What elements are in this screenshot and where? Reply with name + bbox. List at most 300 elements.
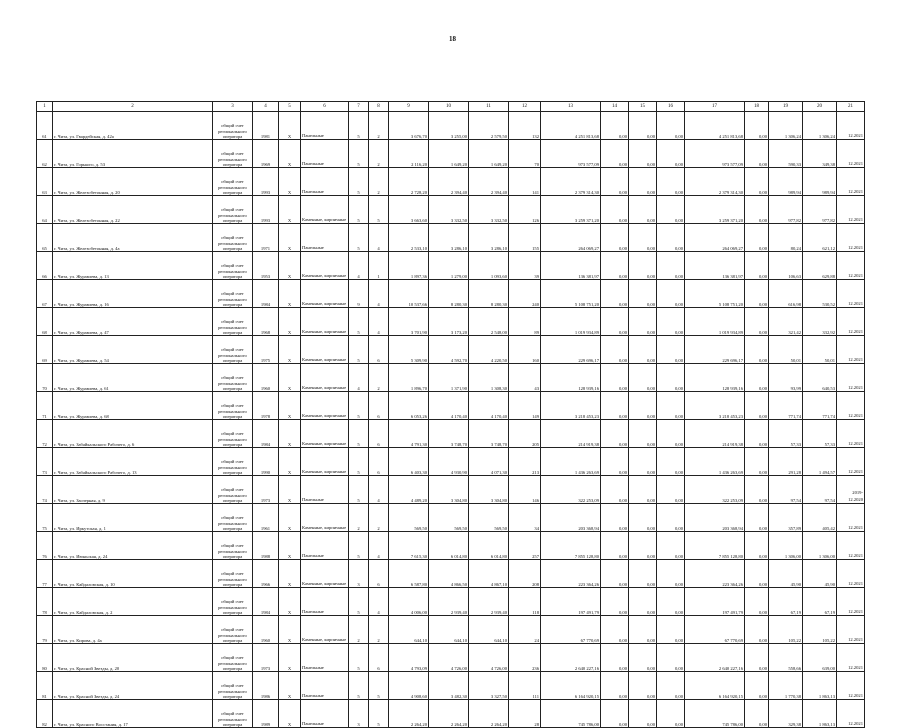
year-cell: 1986 <box>253 672 279 700</box>
amount-cell: 0,00 <box>601 616 629 644</box>
regional-fund-cell: 136 381,97 <box>685 252 745 280</box>
wall-material-cell: Панельные <box>301 588 349 616</box>
amount-cell: 0,00 <box>745 448 769 476</box>
amount-cell: 0,00 <box>745 140 769 168</box>
column-header: 18 <box>745 102 769 112</box>
entrances-cell: 4 <box>369 308 389 336</box>
amount-cell: 0,00 <box>601 196 629 224</box>
account-type-cell: общий счет регионального оператора <box>213 224 253 252</box>
account-type-cell: общий счет регионального оператора <box>213 588 253 616</box>
wall-material-cell: Каменные, кирпичные <box>301 336 349 364</box>
amount-cell: 0,00 <box>629 196 657 224</box>
table-row <box>37 448 865 476</box>
amount-cell: 0,00 <box>657 112 685 140</box>
table-row <box>37 560 865 588</box>
mark-cell: X <box>279 308 301 336</box>
cost-cell: 973 577,09 <box>541 140 601 168</box>
total-area-cell: 2 264,20 <box>389 700 429 728</box>
max-unit-cost-cell: 67,19 <box>803 588 837 616</box>
max-unit-cost-cell: 640,53 <box>803 364 837 392</box>
row-number-cell: 66 <box>37 252 53 280</box>
amount-cell: 0,00 <box>629 588 657 616</box>
cost-cell: 6 164 920,15 <box>541 672 601 700</box>
table-row <box>37 420 865 448</box>
completion-date-cell: 2019-12.2020 <box>837 476 865 504</box>
unit-cost-cell: 45,90 <box>769 560 803 588</box>
entrances-cell: 5 <box>369 196 389 224</box>
completion-date-cell: 12.2021 <box>837 112 865 140</box>
completion-date-cell: 12.2021 <box>837 588 865 616</box>
account-type-cell: общий счет регионального оператора <box>213 196 253 224</box>
table-row <box>37 168 865 196</box>
area-cell: 3 286,10 <box>429 224 469 252</box>
unit-cost-cell: 1 306,24 <box>769 112 803 140</box>
regional-fund-cell: 6 164 920,15 <box>685 672 745 700</box>
living-area-cell: 2 548,00 <box>469 308 509 336</box>
max-unit-cost-cell: 530,52 <box>803 280 837 308</box>
address-cell: г. Чита, ул. Красного Восстания, д. 17 <box>53 700 213 728</box>
address-cell: г. Чита, ул. Июньская, д. 24 <box>53 532 213 560</box>
address-cell: г. Чита, ул. Журавлева, д. 47 <box>53 308 213 336</box>
column-header: 3 <box>213 102 253 112</box>
max-unit-cost-cell: 97,54 <box>803 476 837 504</box>
regional-fund-cell: 203 368,94 <box>685 504 745 532</box>
max-unit-cost-cell: 1 306,24 <box>803 112 837 140</box>
unit-cost-cell: 291,28 <box>769 448 803 476</box>
unit-cost-cell: 1 770,38 <box>769 672 803 700</box>
table-row <box>37 644 865 672</box>
completion-date-cell: 12.2021 <box>837 644 865 672</box>
row-number-cell: 71 <box>37 392 53 420</box>
address-cell: г. Чита, ул. Журавлева, д. 68 <box>53 392 213 420</box>
amount-cell: 0,00 <box>657 700 685 728</box>
column-header: 4 <box>253 102 279 112</box>
area-cell: 4 170,40 <box>429 392 469 420</box>
area-cell: 3 304,80 <box>429 476 469 504</box>
area-cell: 6 014,80 <box>429 532 469 560</box>
living-area-cell: 2 579,50 <box>469 112 509 140</box>
completion-date-cell: 12.2021 <box>837 252 865 280</box>
year-cell: 1960 <box>253 616 279 644</box>
mark-cell: X <box>279 560 301 588</box>
entrances-cell: 2 <box>369 504 389 532</box>
account-type-cell: общий счет регионального оператора <box>213 336 253 364</box>
amount-cell: 0,00 <box>601 532 629 560</box>
living-area-cell: 2 939,40 <box>469 588 509 616</box>
area-cell: 2 264,20 <box>429 700 469 728</box>
address-cell: г. Чита, ул. Журавлева, д. 54 <box>53 336 213 364</box>
residents-cell: 146 <box>509 476 541 504</box>
address-cell: г. Чита, ул. Железобетонная, д. 4а <box>53 224 213 252</box>
total-area-cell: 7 615,30 <box>389 532 429 560</box>
area-cell: 3 332,50 <box>429 196 469 224</box>
living-area-cell: 3 748,70 <box>469 420 509 448</box>
row-number-cell: 80 <box>37 644 53 672</box>
cost-cell: 745 786,00 <box>541 700 601 728</box>
row-number-cell: 78 <box>37 588 53 616</box>
completion-date-cell: 12.2021 <box>837 196 865 224</box>
area-cell: 3 748,70 <box>429 420 469 448</box>
floors-cell: 5 <box>349 448 369 476</box>
column-header: 14 <box>601 102 629 112</box>
amount-cell: 0,00 <box>745 112 769 140</box>
account-type-cell: общий счет регионального оператора <box>213 420 253 448</box>
residents-cell: 39 <box>509 252 541 280</box>
column-header: 8 <box>369 102 389 112</box>
amount-cell: 0,00 <box>629 504 657 532</box>
account-type-cell: общий счет регионального оператора <box>213 112 253 140</box>
amount-cell: 0,00 <box>745 560 769 588</box>
completion-date-cell: 12.2021 <box>837 392 865 420</box>
total-area-cell: 2 533,10 <box>389 224 429 252</box>
amount-cell: 0,00 <box>601 252 629 280</box>
completion-date-cell: 12.2021 <box>837 504 865 532</box>
area-cell: 1 371,90 <box>429 364 469 392</box>
address-cell: г. Чита, ул. Кайдаловская, д. 2 <box>53 588 213 616</box>
unit-cost-cell: 50,01 <box>769 336 803 364</box>
total-area-cell: 644,10 <box>389 616 429 644</box>
regional-fund-cell: 214 919,38 <box>685 420 745 448</box>
amount-cell: 0,00 <box>745 308 769 336</box>
year-cell: 1960 <box>253 364 279 392</box>
amount-cell: 0,00 <box>601 280 629 308</box>
account-type-cell: общий счет регионального оператора <box>213 616 253 644</box>
living-area-cell: 1 649,20 <box>469 140 509 168</box>
entrances-cell: 6 <box>369 392 389 420</box>
address-cell: г. Чита, ул. Забайкальского Рабочего, д. 13 <box>53 448 213 476</box>
mark-cell: X <box>279 616 301 644</box>
floors-cell: 5 <box>349 588 369 616</box>
row-number-cell: 64 <box>37 196 53 224</box>
mark-cell: X <box>279 588 301 616</box>
unit-cost-cell: 357,89 <box>769 504 803 532</box>
living-area-cell: 569,50 <box>469 504 509 532</box>
mark-cell: X <box>279 196 301 224</box>
amount-cell: 0,00 <box>745 280 769 308</box>
amount-cell: 0,00 <box>745 196 769 224</box>
account-type-cell: общий счет регионального оператора <box>213 532 253 560</box>
regional-fund-cell: 229 696,17 <box>685 336 745 364</box>
cost-cell: 1 436 263,69 <box>541 448 601 476</box>
entrances-cell: 4 <box>369 476 389 504</box>
total-area-cell: 4 489,20 <box>389 476 429 504</box>
amount-cell: 0,00 <box>745 252 769 280</box>
table-row <box>37 308 865 336</box>
amount-cell: 0,00 <box>629 280 657 308</box>
account-type-cell: общий счет регионального оператора <box>213 308 253 336</box>
floors-cell: 2 <box>349 616 369 644</box>
amount-cell: 0,00 <box>745 504 769 532</box>
area-cell: 644,10 <box>429 616 469 644</box>
floors-cell: 5 <box>349 392 369 420</box>
row-number-cell: 69 <box>37 336 53 364</box>
amount-cell: 0,00 <box>657 336 685 364</box>
amount-cell: 0,00 <box>629 336 657 364</box>
mark-cell: X <box>279 112 301 140</box>
column-header: 16 <box>657 102 685 112</box>
amount-cell: 0,00 <box>657 224 685 252</box>
table-row <box>37 700 865 728</box>
completion-date-cell: 12.2021 <box>837 672 865 700</box>
residents-cell: 24 <box>509 616 541 644</box>
living-area-cell: 8 280,30 <box>469 280 509 308</box>
total-area-cell: 4 908,60 <box>389 672 429 700</box>
living-area-cell: 4 071,30 <box>469 448 509 476</box>
row-number-cell: 73 <box>37 448 53 476</box>
column-header: 13 <box>541 102 601 112</box>
max-unit-cost-cell: 57,33 <box>803 420 837 448</box>
amount-cell: 0,00 <box>601 588 629 616</box>
entrances-cell: 4 <box>369 280 389 308</box>
column-header: 21 <box>837 102 865 112</box>
row-number-cell: 77 <box>37 560 53 588</box>
mark-cell: X <box>279 364 301 392</box>
year-cell: 1978 <box>253 392 279 420</box>
table-row <box>37 336 865 364</box>
entrances-cell: 2 <box>369 112 389 140</box>
account-type-cell: общий счет регионального оператора <box>213 644 253 672</box>
mark-cell: X <box>279 336 301 364</box>
area-cell: 4 726,00 <box>429 644 469 672</box>
table-row <box>37 532 865 560</box>
address-cell: г. Чита, ул. Кирова, д. 4а <box>53 616 213 644</box>
floors-cell: 5 <box>349 140 369 168</box>
total-area-cell: 4 793,09 <box>389 644 429 672</box>
amount-cell: 0,00 <box>629 140 657 168</box>
entrances-cell: 2 <box>369 168 389 196</box>
year-cell: 1971 <box>253 224 279 252</box>
amount-cell: 0,00 <box>657 140 685 168</box>
amount-cell: 0,00 <box>601 420 629 448</box>
year-cell: 1990 <box>253 448 279 476</box>
table-row <box>37 476 865 504</box>
table-row <box>37 672 865 700</box>
residents-cell: 70 <box>509 140 541 168</box>
unit-cost-cell: 771,74 <box>769 392 803 420</box>
amount-cell: 0,00 <box>657 392 685 420</box>
wall-material-cell: Каменные, кирпичные <box>301 252 349 280</box>
account-type-cell: общий счет регионального оператора <box>213 392 253 420</box>
mark-cell: X <box>279 392 301 420</box>
amount-cell: 0,00 <box>745 532 769 560</box>
row-number-cell: 76 <box>37 532 53 560</box>
area-cell: 2 394,40 <box>429 168 469 196</box>
entrances-cell: 5 <box>369 672 389 700</box>
floors-cell: 5 <box>349 420 369 448</box>
amount-cell: 0,00 <box>657 420 685 448</box>
year-cell: 1981 <box>253 112 279 140</box>
floors-cell: 5 <box>349 532 369 560</box>
mark-cell: X <box>279 476 301 504</box>
area-cell: 3 255,00 <box>429 112 469 140</box>
regional-fund-cell: 67 770,69 <box>685 616 745 644</box>
cost-cell: 5 108 751,20 <box>541 280 601 308</box>
wall-material-cell: Панельные <box>301 112 349 140</box>
unit-cost-cell: 590,33 <box>769 140 803 168</box>
row-number-cell: 65 <box>37 224 53 252</box>
amount-cell: 0,00 <box>657 672 685 700</box>
area-cell: 4 592,70 <box>429 336 469 364</box>
wall-material-cell: Панельные <box>301 644 349 672</box>
unit-cost-cell: 106,63 <box>769 252 803 280</box>
cost-cell: 322 253,09 <box>541 476 601 504</box>
row-number-cell: 62 <box>37 140 53 168</box>
amount-cell: 0,00 <box>601 336 629 364</box>
amount-cell: 0,00 <box>629 448 657 476</box>
regional-fund-cell: 3 259 371,20 <box>685 196 745 224</box>
total-area-cell: 4 006,00 <box>389 588 429 616</box>
amount-cell: 0,00 <box>601 140 629 168</box>
amount-cell: 0,00 <box>601 504 629 532</box>
amount-cell: 0,00 <box>745 336 769 364</box>
account-type-cell: общий счет регионального оператора <box>213 140 253 168</box>
unit-cost-cell: 977,82 <box>769 196 803 224</box>
unit-cost-cell: 616,98 <box>769 280 803 308</box>
completion-date-cell: 12.2021 <box>837 532 865 560</box>
amount-cell: 0,00 <box>601 224 629 252</box>
completion-date-cell: 12.2021 <box>837 448 865 476</box>
column-header: 20 <box>803 102 837 112</box>
max-unit-cost-cell: 1 306,00 <box>803 532 837 560</box>
entrances-cell: 6 <box>369 560 389 588</box>
residents-cell: 257 <box>509 532 541 560</box>
table-row <box>37 224 865 252</box>
max-unit-cost-cell: 50,01 <box>803 336 837 364</box>
floors-cell: 3 <box>349 700 369 728</box>
year-cell: 1989 <box>253 700 279 728</box>
amount-cell: 0,00 <box>629 420 657 448</box>
amount-cell: 0,00 <box>657 532 685 560</box>
regional-fund-cell: 128 939,16 <box>685 364 745 392</box>
residents-cell: 34 <box>509 504 541 532</box>
completion-date-cell: 12.2021 <box>837 168 865 196</box>
row-number-cell: 72 <box>37 420 53 448</box>
year-cell: 1984 <box>253 420 279 448</box>
address-cell: г. Чита, ул. Гвардейская, д. 42а <box>53 112 213 140</box>
amount-cell: 0,00 <box>657 560 685 588</box>
table-row <box>37 616 865 644</box>
max-unit-cost-cell: 105,22 <box>803 616 837 644</box>
amount-cell: 0,00 <box>629 308 657 336</box>
table-row <box>37 364 865 392</box>
amount-cell: 0,00 <box>745 476 769 504</box>
floors-cell: 4 <box>349 364 369 392</box>
table-row <box>37 112 865 140</box>
max-unit-cost-cell: 349,38 <box>803 140 837 168</box>
table-row <box>37 196 865 224</box>
floors-cell: 5 <box>349 644 369 672</box>
account-type-cell: общий счет регионального оператора <box>213 280 253 308</box>
year-cell: 1993 <box>253 196 279 224</box>
table-row <box>37 392 865 420</box>
wall-material-cell: Панельные <box>301 168 349 196</box>
cost-cell: 136 381,97 <box>541 252 601 280</box>
completion-date-cell: 12.2021 <box>837 560 865 588</box>
residents-cell: 213 <box>509 448 541 476</box>
completion-date-cell: 12.2021 <box>837 616 865 644</box>
row-number-cell: 74 <box>37 476 53 504</box>
account-type-cell: общий счет регионального оператора <box>213 560 253 588</box>
living-area-cell: 4 220,50 <box>469 336 509 364</box>
wall-material-cell: Каменные, кирпичные <box>301 560 349 588</box>
amount-cell: 0,00 <box>745 224 769 252</box>
residents-cell: 155 <box>509 224 541 252</box>
area-cell: 1 649,20 <box>429 140 469 168</box>
living-area-cell: 3 332,50 <box>469 196 509 224</box>
floors-cell: 4 <box>349 252 369 280</box>
completion-date-cell: 12.2021 <box>837 336 865 364</box>
amount-cell: 0,00 <box>601 112 629 140</box>
column-header: 17 <box>685 102 745 112</box>
regional-fund-cell: 745 786,00 <box>685 700 745 728</box>
amount-cell: 0,00 <box>745 672 769 700</box>
account-type-cell: общий счет регионального оператора <box>213 504 253 532</box>
year-cell: 1961 <box>253 504 279 532</box>
column-header: 5 <box>279 102 301 112</box>
cost-cell: 7 855 128,80 <box>541 532 601 560</box>
address-cell: г. Чита, ул. Железобетонная, д. 20 <box>53 168 213 196</box>
column-header: 19 <box>769 102 803 112</box>
entrances-cell: 4 <box>369 588 389 616</box>
table-row <box>37 504 865 532</box>
amount-cell: 0,00 <box>657 280 685 308</box>
max-unit-cost-cell: 332,92 <box>803 308 837 336</box>
amount-cell: 0,00 <box>601 476 629 504</box>
wall-material-cell: Панельные <box>301 476 349 504</box>
mark-cell: X <box>279 252 301 280</box>
living-area-cell: 3 327,50 <box>469 672 509 700</box>
amount-cell: 0,00 <box>629 616 657 644</box>
completion-date-cell: 12.2021 <box>837 700 865 728</box>
residents-cell: 89 <box>509 308 541 336</box>
amount-cell: 0,00 <box>601 644 629 672</box>
residents-cell: 28 <box>509 700 541 728</box>
total-area-cell: 6 587,80 <box>389 560 429 588</box>
address-cell: г. Чита, ул. Кайдаловская, д. 10 <box>53 560 213 588</box>
year-cell: 1973 <box>253 644 279 672</box>
wall-material-cell: Каменные, кирпичные <box>301 196 349 224</box>
living-area-cell: 4 867,10 <box>469 560 509 588</box>
area-cell: 3 173,20 <box>429 308 469 336</box>
regional-fund-cell: 2 640 227,16 <box>685 644 745 672</box>
unit-cost-cell: 57,33 <box>769 420 803 448</box>
amount-cell: 0,00 <box>745 168 769 196</box>
unit-cost-cell: 329,38 <box>769 700 803 728</box>
account-type-cell: общий счет регионального оператора <box>213 476 253 504</box>
cost-cell: 3 259 371,20 <box>541 196 601 224</box>
living-area-cell: 2 394,40 <box>469 168 509 196</box>
wall-material-cell: Панельные <box>301 700 349 728</box>
regional-fund-cell: 5 108 751,20 <box>685 280 745 308</box>
entrances-cell: 6 <box>369 336 389 364</box>
amount-cell: 0,00 <box>601 448 629 476</box>
max-unit-cost-cell: 1 494,57 <box>803 448 837 476</box>
residents-cell: 132 <box>509 112 541 140</box>
column-header: 6 <box>301 102 349 112</box>
mark-cell: X <box>279 420 301 448</box>
living-area-cell: 4 170,40 <box>469 392 509 420</box>
year-cell: 1969 <box>253 140 279 168</box>
address-cell: г. Чита, ул. Заозерная, д. 9 <box>53 476 213 504</box>
living-area-cell: 3 304,80 <box>469 476 509 504</box>
wall-material-cell: Каменные, кирпичные <box>301 392 349 420</box>
unit-cost-cell: 93,99 <box>769 364 803 392</box>
mark-cell: X <box>279 672 301 700</box>
cost-cell: 223 364,26 <box>541 560 601 588</box>
address-cell: г. Чита, ул. Журавлева, д. 16 <box>53 280 213 308</box>
table-row <box>37 140 865 168</box>
unit-cost-cell: 67,19 <box>769 588 803 616</box>
